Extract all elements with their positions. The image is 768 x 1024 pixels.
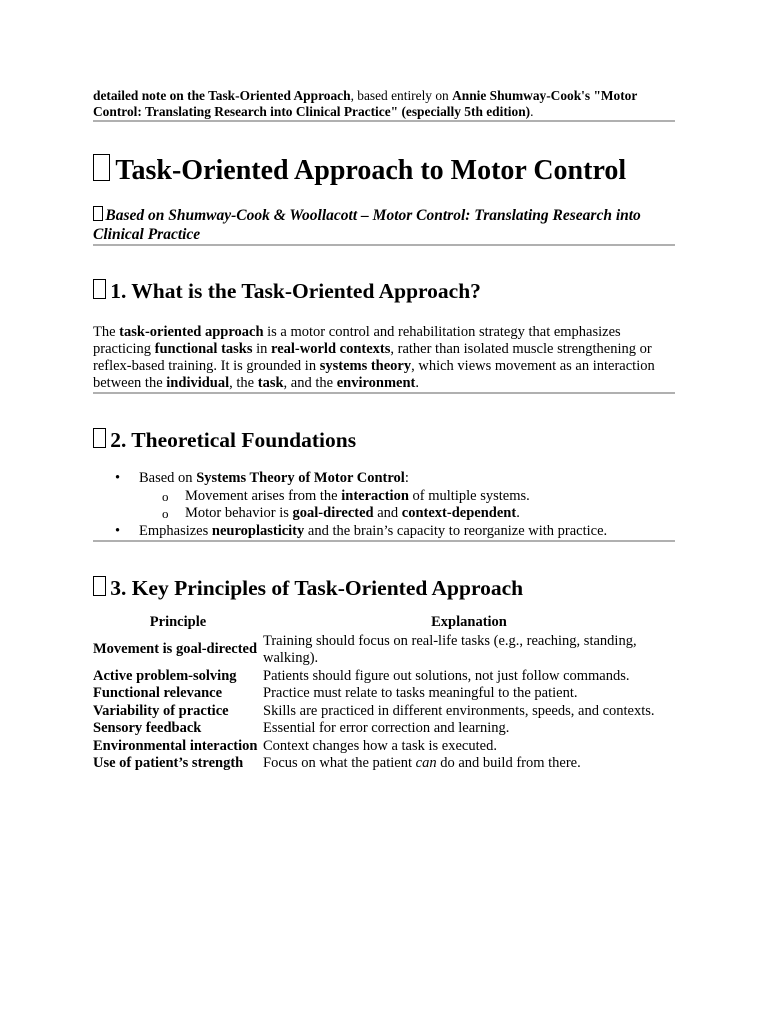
section-2-heading — [93, 427, 675, 453]
pin-emoji-icon — [93, 279, 106, 299]
principle-cell: Active problem-solving — [93, 667, 237, 684]
bold-run: individual — [166, 375, 230, 392]
divider — [93, 120, 675, 122]
text-run: and the brain’s capacity to reorganize with practice. — [304, 522, 608, 539]
table-row — [93, 668, 675, 686]
intro-text-2: . — [530, 104, 534, 119]
bold-run: neuroplasticity — [211, 522, 305, 539]
text-run: of multiple systems. — [408, 487, 530, 504]
section-1-heading-text: 1. What is the Task-Oriented Approach? — [110, 279, 481, 304]
text-run: Based on — [139, 470, 197, 487]
section-1-heading — [93, 278, 675, 304]
text-run: The — [93, 324, 120, 341]
principle-cell: Sensory feedback — [93, 720, 202, 737]
brain-emoji-icon — [93, 154, 110, 181]
column-header-principle: Principle — [149, 614, 207, 631]
principles-table — [93, 614, 675, 773]
bold-run: goal-directed — [292, 505, 374, 522]
text-run: , the — [229, 375, 258, 392]
section-2-heading-text: 2. Theoretical Foundations — [110, 428, 357, 453]
intro-bold-1: detailed note on the Task-Oriented Approach — [93, 88, 351, 103]
book-emoji-icon — [93, 206, 103, 221]
text-run: , which views movement as an interaction between the — [93, 358, 655, 392]
table-row — [93, 755, 675, 773]
section-3-heading-text: 3. Key Principles of Task-Oriented Approach — [110, 576, 524, 601]
page-title-text: Task-Oriented Approach to Motor Control — [115, 155, 627, 187]
text-run: Motor behavior is — [185, 505, 293, 522]
explanation-cell: Patients should figure out solutions, not just follow commands. — [263, 667, 630, 684]
principle-cell: Environmental interaction — [93, 737, 258, 754]
table-header-row — [93, 614, 675, 633]
table-row — [93, 703, 675, 721]
explanation-cell — [263, 755, 675, 773]
text-run: . — [415, 375, 420, 392]
text-run: . — [516, 505, 520, 522]
page-title — [93, 154, 675, 188]
bold-run: real-world contexts — [271, 341, 391, 358]
bold-run: task — [257, 375, 284, 392]
text-run: in — [252, 341, 272, 358]
explanation-cell: Practice must relate to tasks meaningful to the patient. — [263, 685, 578, 702]
list-item — [93, 523, 675, 541]
bold-run: interaction — [341, 487, 409, 504]
sub-list — [139, 488, 675, 523]
text-run: : — [404, 470, 409, 487]
intro-paragraph — [93, 88, 675, 120]
list-item — [93, 470, 675, 523]
page-subtitle — [93, 206, 675, 244]
text-run: is a motor control and rehabilitation strategy that emphasizes practicing — [93, 324, 621, 358]
text-run: Emphasizes — [139, 522, 212, 539]
divider — [93, 392, 675, 394]
intro-text-1: , based entirely on — [350, 88, 453, 103]
explanation-cell: Skills are practiced in different environments, speeds, and contexts. — [263, 702, 655, 719]
text-run: Movement arises from the — [185, 487, 342, 504]
italic-run: can — [415, 755, 437, 772]
principle-cell: Use of patient’s strength — [93, 755, 244, 772]
explanation-cell: Context changes how a task is executed. — [263, 737, 497, 754]
page-subtitle-text: Based on Shumway-Cook & Woollacott – Motor Control: Translating Research into Clinical Practice — [93, 207, 641, 244]
document-content — [93, 88, 675, 773]
sub-list-item — [139, 505, 675, 523]
bold-run: Systems Theory of Motor Control — [196, 470, 405, 487]
bold-run: environment — [336, 375, 416, 392]
intro-bold-2: Annie Shumway-Cook's "Motor Control: Translating Research into Clinical Practice" (especially 5th edition) — [93, 88, 638, 119]
table-row — [93, 633, 675, 668]
bold-run: functional tasks — [154, 341, 253, 358]
section-1-paragraph — [93, 324, 675, 392]
table-row — [93, 685, 675, 703]
bulb-emoji-icon — [93, 428, 106, 448]
bold-run: context-dependent — [401, 505, 517, 522]
text-run: , and the — [283, 375, 337, 392]
text-run: and — [373, 505, 402, 522]
foundations-list — [93, 470, 675, 540]
explanation-cell: Essential for error correction and learning. — [263, 720, 510, 737]
bold-run: task-oriented approach — [119, 324, 264, 341]
table-row — [93, 720, 675, 738]
principle-cell: Functional relevance — [93, 685, 223, 702]
text-run: do and build from there. — [436, 755, 581, 772]
target-emoji-icon — [93, 576, 106, 596]
principle-cell: Variability of practice — [93, 702, 229, 719]
column-header-explanation: Explanation — [431, 614, 507, 631]
section-3-heading — [93, 575, 675, 601]
bold-run: systems theory — [319, 358, 412, 375]
text-run: Focus on what the patient — [263, 755, 416, 772]
principle-cell: Movement is goal-directed — [93, 641, 258, 658]
sub-list-item — [139, 488, 675, 506]
divider — [93, 244, 675, 246]
text-run: , rather than isolated muscle strengthening or reflex-based training. It is grounded in — [93, 341, 652, 375]
explanation-cell: Training should focus on real-life tasks (e.g., reaching, standing, walking). — [263, 632, 637, 667]
table-row — [93, 738, 675, 756]
divider — [93, 540, 675, 542]
